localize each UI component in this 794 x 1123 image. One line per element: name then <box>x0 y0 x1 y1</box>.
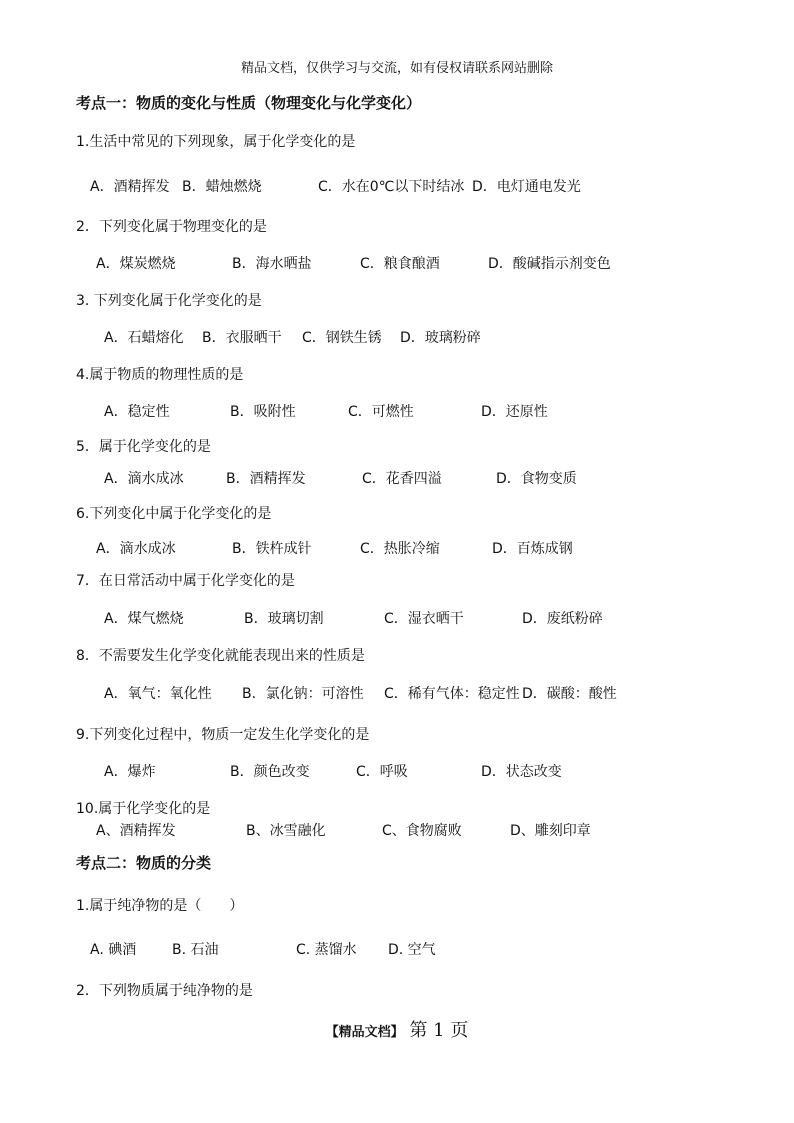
option: A．煤炭燃烧 <box>96 256 176 272</box>
option: C、食物腐败 <box>382 823 462 839</box>
question-text: 4.属于物质的物理性质的是 <box>76 367 244 383</box>
option: B．蜡烛燃烧 <box>182 179 262 195</box>
footer-tag: 【精品文档】 <box>325 1025 404 1040</box>
option: D．玻璃粉碎 <box>400 330 481 346</box>
question-text: 1.属于纯净物的是（ ） <box>76 898 244 914</box>
question-text: 2．下列物质属于纯净物的是 <box>76 983 253 999</box>
option: B. 石油 <box>172 942 219 958</box>
option: D. 空气 <box>388 942 436 958</box>
option: A．氧气：氧化性 <box>104 686 212 702</box>
page-header: 精品文档，仅供学习与交流，如有侵权请联系网站删除 <box>240 61 553 76</box>
option: B．颜色改变 <box>230 764 310 780</box>
option: C．热胀冷缩 <box>360 541 440 557</box>
option: D．酸碱指示剂变色 <box>488 256 611 272</box>
option: B．铁杵成针 <box>232 541 312 557</box>
option: A．滴水成冰 <box>96 541 176 557</box>
option: D．还原性 <box>481 404 548 420</box>
page-footer <box>0 1016 794 1042</box>
option: A．滴水成冰 <box>104 471 184 487</box>
option: C．钢铁生锈 <box>302 330 382 346</box>
option: C．粮食酿酒 <box>360 256 440 272</box>
option: C．湿衣晒干 <box>384 611 464 627</box>
option: B．海水晒盐 <box>232 256 312 272</box>
question-text: 1.生活中常见的下列现象，属于化学变化的是 <box>76 134 356 150</box>
question-text: 5．属于化学变化的是 <box>76 439 211 455</box>
option: A．煤气燃烧 <box>104 611 184 627</box>
section-title: 考点一：物质的变化与性质（物理变化与化学变化） <box>76 94 422 112</box>
option: D．状态改变 <box>481 764 562 780</box>
option: A．稳定性 <box>104 404 170 420</box>
question-text: 8．不需要发生化学变化就能表现出来的性质是 <box>76 648 365 664</box>
option: D、雕刻印章 <box>510 823 591 839</box>
option: C. 蒸馏水 <box>296 942 357 958</box>
option: C．稀有气体：稳定性 <box>384 686 520 702</box>
question-text: 10.属于化学变化的是 <box>76 801 211 817</box>
option: D．废纸粉碎 <box>522 611 603 627</box>
option: C．花香四溢 <box>362 471 442 487</box>
question-text: 6.下列变化中属于化学变化的是 <box>76 506 272 522</box>
question-text: 7．在日常活动中属于化学变化的是 <box>76 573 295 589</box>
option: D．百炼成钢 <box>492 541 573 557</box>
option: B．衣服晒干 <box>202 330 282 346</box>
option: C．水在0℃以下时结冰 <box>318 179 465 195</box>
option: D．电灯通电发光 <box>472 179 581 195</box>
option: A．酒精挥发 <box>90 179 170 195</box>
option: A．石蜡熔化 <box>104 330 184 346</box>
option: B．氯化钠：可溶性 <box>242 686 364 702</box>
option: D．食物变质 <box>496 471 577 487</box>
question-text: 2．下列变化属于物理变化的是 <box>76 219 267 235</box>
option: B．玻璃切割 <box>244 611 324 627</box>
option: B、冰雪融化 <box>246 823 326 839</box>
section-title: 考点二：物质的分类 <box>76 854 212 872</box>
option: D．碳酸：酸性 <box>522 686 617 702</box>
option: B．吸附性 <box>230 404 296 420</box>
page-number: 第 1 页 <box>409 1020 469 1041</box>
option: A．爆炸 <box>104 764 156 780</box>
option: B．酒精挥发 <box>226 471 306 487</box>
option: A、酒精挥发 <box>96 823 176 839</box>
question-text: 3. 下列变化属于化学变化的是 <box>76 293 262 309</box>
option: C．呼吸 <box>356 764 408 780</box>
question-text: 9.下列变化过程中，物质一定发生化学变化的是 <box>76 727 370 743</box>
option: C．可燃性 <box>348 404 414 420</box>
option: A. 碘酒 <box>90 942 137 958</box>
